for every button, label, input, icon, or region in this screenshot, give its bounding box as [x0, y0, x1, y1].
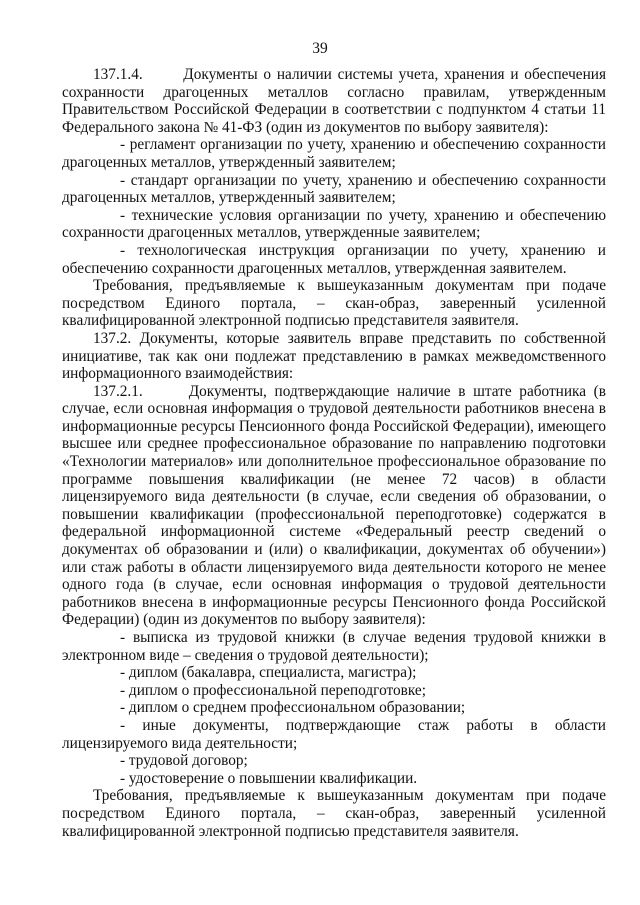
list-item: - диплом (бакалавра, специалиста, магистра);	[120, 664, 417, 682]
page-number: 39	[312, 40, 328, 57]
document-body	[62, 66, 606, 840]
list-item: - регламент организации по учету, хранению и обеспечению сохранности драгоценных металлов, утвержденный заявителем;	[62, 136, 606, 171]
section-137-1-4: 137.1.4. Документы о наличии системы учета, хранения и обеспечения сохранности драгоценных металлов согласно правилам, утвержденным Правительством Российской Федерации в соответствии с подпунктом 4 статьи 11 Федерального закона № 41-ФЗ (один из документов по выбору заявителя):	[62, 66, 606, 136]
requirements-paragraph: Требования, предъявляемые к вышеуказанным документам при подаче посредством Единого портала, – скан-образ, заверенный усиленной квалифицированной электронной подписью представителя заявителя.	[62, 277, 606, 330]
list-item: - выписка из трудовой книжки (в случае ведения трудовой книжки в электронном виде – сведения о трудовой деятельности);	[62, 629, 606, 664]
list-item: - технические условия организации по учету, хранению и обеспечению сохранности драгоценных металлов, утвержденные заявителем;	[62, 206, 606, 242]
list-item: - технологическая инструкция организации по учету, хранению и обеспечению сохранности драгоценных металлов, утвержденная заявителем.	[62, 241, 606, 277]
section-137-2: 137.2. Документы, которые заявитель вправе представить по собственной инициативе, так как они подлежат представлению в рамках межведомственного информационного взаимодействия:	[62, 329, 606, 383]
requirements-paragraph: Требования, предъявляемые к вышеуказанным документам при подаче посредством Единого портала, – скан-образ, заверенный усиленной квалифицированной электронной подписью представителя заявителя.	[62, 787, 606, 840]
section-137-2-1: 137.2.1. Документы, подтверждающие наличие в штате работника (в случае, если основная информация о трудовой деятельности работников внесена в информационные ресурсы Пенсионного фонда Российской Федерации), имеющего высшее или среднее профессиональное образование по направлению подготовки «Технологии материалов» или дополнительное профессиональное образование по программе повышения квалификации (не менее 72 часов) в области лицензируемого вида деятельности (в случае, если сведения об образовании, о повышении квалификации (профессиональной переподготовке) содержатся в федеральной информационной системе «Федеральный реестр сведений о документах об образовании и (или) о квалификации, документах об обучении») или стаж работы в области лицензируемого вида деятельности которого не менее одного года (в случае, если основная информация о трудовой деятельности работников внесена в информационные ресурсы Пенсионного фонда Российской Федерации) (один из документов по выбору заявителя):	[62, 382, 606, 629]
list-item: - удостоверение о повышении квалификации.	[120, 769, 418, 787]
list-item: - трудовой договор;	[120, 752, 248, 770]
list-item: - иные документы, подтверждающие стаж работы в области лицензируемого вида деятельности;	[62, 716, 606, 752]
list-item: - диплом о среднем профессиональном образовании;	[120, 699, 466, 717]
list-item: - стандарт организации по учету, хранению и обеспечению сохранности драгоценных металлов, утвержденный заявителем;	[62, 171, 606, 207]
list-item: - диплом о профессиональной переподготовке;	[120, 681, 426, 699]
